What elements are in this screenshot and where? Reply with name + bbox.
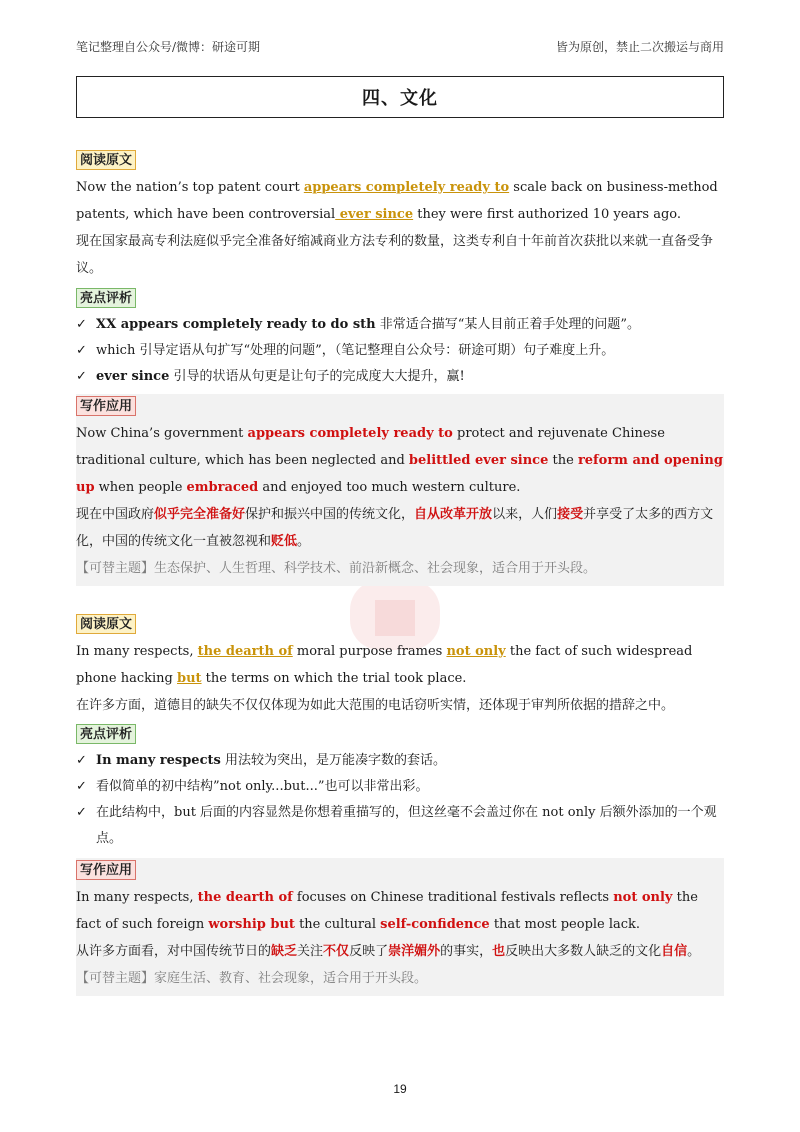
section-1-writing xyxy=(76,394,724,586)
check-icon: ✓ xyxy=(76,779,87,794)
header-source: 笔记整理自公众号/微博：研途可期 xyxy=(76,40,261,54)
check-icon: ✓ xyxy=(76,753,87,768)
tag-highlights: 亮点评析 xyxy=(76,724,136,744)
highlight-bullet: ✓ 看似简单的初中结构”not only...but...”也可以非常出彩。 xyxy=(76,774,724,800)
original-translation: 现在国家最高专利法庭似乎完全准备好缩减商业方法专利的数量，这类专利自十年前首次获批以来就一直备受争议。 xyxy=(76,234,714,276)
page-title: 四、文化 xyxy=(76,76,724,118)
section-1-reading xyxy=(76,150,724,282)
highlight-bullet: ✓ XX appears completely ready to do sth 非常适合描写“某人目前正着手处理的问题”。 xyxy=(76,312,724,338)
tag-highlights: 亮点评析 xyxy=(76,288,136,308)
original-sentence: In many respects, the dearth of moral purpose frames not only the fact of such widespread phone hacking but the terms on which the trial took place. xyxy=(76,644,693,686)
section-2-highlights xyxy=(76,724,724,852)
check-icon: ✓ xyxy=(76,805,87,820)
page-header xyxy=(76,38,724,58)
tag-original-text: 阅读原文 xyxy=(76,614,136,634)
check-icon: ✓ xyxy=(76,343,87,358)
tag-original-text: 阅读原文 xyxy=(76,150,136,170)
original-sentence: Now the nation’s top patent court appears completely ready to scale back on business-method patents, which have been controversial ever since they were first authorized 10 years ago. xyxy=(76,180,718,222)
check-icon: ✓ xyxy=(76,369,87,384)
check-icon: ✓ xyxy=(76,317,87,332)
original-translation: 在许多方面，道德目的缺失不仅仅体现为如此大范围的电话窃听实情，还体现于审判所依据的措辞之中。 xyxy=(76,698,675,713)
writing-sentence: Now China’s government appears completely ready to protect and rejuvenate Chinese traditional culture, which has been neglected and belittled ever since the reform and opening up when people embraced and enjoyed too much western culture. xyxy=(76,426,723,495)
tag-writing-application: 写作应用 xyxy=(76,396,136,416)
highlight-bullet: ✓ which 引导定语从句扩写“处理的问题”，（笔记整理自公众号：研途可期）句子难度上升。 xyxy=(76,338,724,364)
alternative-topics: 【可替主题】生态保护、人生哲理、科学技术、前沿新概念、社会现象，适合用于开头段。 xyxy=(76,561,597,576)
writing-translation: 从许多方面看，对中国传统节日的缺乏关注不仅反映了崇洋媚外的事实，也反映出大多数人缺乏的文化自信。 xyxy=(76,944,701,959)
section-1-highlights xyxy=(76,288,724,390)
alternative-topics: 【可替主题】家庭生活、教育、社会现象，适合用于开头段。 xyxy=(76,971,428,986)
page-number: 19 xyxy=(393,1082,407,1096)
tag-writing-application: 写作应用 xyxy=(76,860,136,880)
section-2-writing xyxy=(76,858,724,996)
highlight-bullet: ✓ ever since 引导的状语从句更是让句子的完成度大大提升，赢! xyxy=(76,364,724,390)
highlight-bullet: ✓ In many respects 用法较为突出，是万能凑字数的套话。 xyxy=(76,748,724,774)
highlight-bullet: ✓ 在此结构中，but 后面的内容显然是你想着重描写的，但这丝毫不会盖过你在 not only 后额外添加的一个观点。 xyxy=(76,800,724,852)
writing-translation: 现在中国政府似乎完全准备好保护和振兴中国的传统文化，自从改革开放以来，人们接受并享受了太多的西方文化，中国的传统文化一直被忽视和贬低。 xyxy=(76,507,714,549)
writing-sentence: In many respects, the dearth of focuses on Chinese traditional festivals reflects not only the fact of such foreign worship but the cultural self-confidence that most people lack. xyxy=(76,890,698,932)
section-2-reading xyxy=(76,614,724,719)
header-copyright: 皆为原创，禁止二次搬运与商用 xyxy=(555,40,724,54)
